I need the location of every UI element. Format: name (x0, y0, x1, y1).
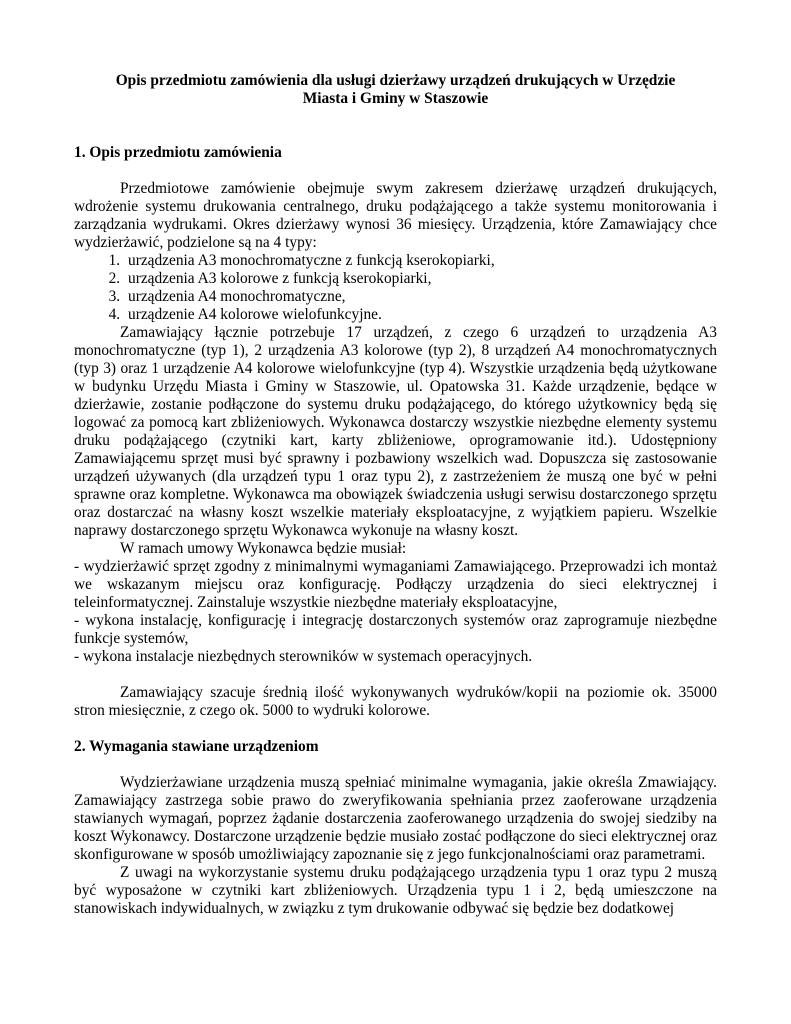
device-type-item: 1. urządzenia A3 monochromatyczne z funkcją kserokopiarki, (124, 252, 717, 270)
section-1-intro: Przedmiotowe zamówienie obejmuje swym zakresem dzierżawę urządzeń drukujących, wdrożenie systemu drukowania centralnego, druku podążającego a także systemu monitorowania i zarządzania wydrukami. Okres dzierżawy wynosi 36 miesięcy. Urządzenia, które Zamawiający chce wydzierżawić, podzielone są na 4 typy: (74, 180, 717, 251)
section-2-paragraph-2: Z uwagi na wykorzystanie systemu druku podążającego urządzenia typu 1 oraz typu 2 muszą być wyposażone w czytniki kart zbliżeniowych. Urządzenia typu 1 i 2, będą umieszczone na stanowiskach indywidualnych, w związku z tym drukowanie odbywać się będzie bez dodatkowej (74, 864, 717, 917)
device-type-item: 4. urządzenie A4 kolorowe wielofunkcyjne. (124, 306, 717, 324)
section-1-paragraph-2: Zamawiający łącznie potrzebuje 17 urządzeń, z czego 6 urządzeń to urządzenia A3 monochromatyczne (typ 1), 2 urządzenia A3 kolorowe (typ 2), 8 urządzeń A4 monochromatycznych (typ 3) oraz 1 urządzenie A4 kolorowe wielofunkcyjne (typ 4). Wszystkie urządzenia będą użytkowane w budynku Urzędu Miasta i Gminy w Staszowie, ul. Opatowska 31. Każde urządzenie, będące w dzierżawie, zostanie podłączone do systemu druku podążającego, do którego użytkownicy będą się logować za pomocą kart zbliżeniowych. Wykonawca dostarczy wszystkie niezbędne elementy systemu druku podążającego (czytniki kart, karty zbliżeniowe, oprogramowanie itd.). Udostępniony Zamawiającemu sprzęt musi być sprawny i pozbawiony wszelkich wad. Dopuszcza się zastosowanie urządzeń używanych (dla urządzeń typu 1 oraz typu 2), z zastrzeżeniem że muszą one być w pełni sprawne oraz kompletne. Wykonawca ma obowiązek świadczenia usługi serwisu dostarczonego sprzętu oraz dostarczać na własny koszt wszelkie materiały eksploatacyjne, z wyjątkiem papieru. Wszelkie naprawy dostarczonego sprzętu Wykonawca wykonuje na własny koszt. (74, 324, 717, 539)
device-types-list (74, 252, 717, 324)
device-type-item: 2. urządzenia A3 kolorowe z funkcją kserokopiarki, (124, 270, 717, 288)
section-2-paragraph-1: Wydzierżawiane urządzenia muszą spełniać minimalne wymagania, jakie określa Zmawiający. Zamawiający zastrzega sobie prawo do zweryfikowania spełniania przez zaoferowane urządzenia stawianych wymagań, poprzez żądanie dostarczenia zaoferowanego urządzenia do swojej siedziby na koszt Wykonawcy. Dostarczone urządzenie będzie musiało zostać podłączone do sieci elektrycznej oraz skonfigurowane w sposób umożliwiający zapoznanie się z jego funkcjonalnościami oraz parametrami. (74, 774, 717, 863)
duty-item: - wykona instalacje niezbędnych sterowników w systemach operacyjnych. (74, 648, 533, 665)
print-volume-paragraph: Zamawiający szacuje średnią ilość wykonywanych wydruków/kopii na poziomie ok. 35000 stron miesięcznie, z czego ok. 5000 to wydruki kolorowe. (74, 684, 717, 719)
document-title: Opis przedmiotu zamówienia dla usługi dzierżawy urządzeń drukujących w Urzędzie Miasta i Gminy w Staszowie (115, 72, 676, 107)
duty-item: - wydzierżawić sprzęt zgodny z minimalnymi wymaganiami Zamawiającego. Przeprowadzi ich montaż we wskazanym miejscu oraz konfigurację. Podłączy urządzenia do sieci elektrycznej i teleinformatycznej. Zainstaluje wszystkie niezbędne materiały eksploatacyjne, (74, 558, 717, 611)
section-2-heading: 2. Wymagania stawiane urządzeniom (74, 738, 319, 755)
contract-intro: W ramach umowy Wykonawca będzie musiał: (120, 540, 407, 557)
device-type-item: 3. urządzenia A4 monochromatyczne, (124, 288, 717, 306)
section-1-heading: 1. Opis przedmiotu zamówienia (74, 144, 282, 161)
duty-item: - wykona instalację, konfigurację i integrację dostarczonych systemów oraz zaprogramuje niezbędne funkcje systemów, (74, 612, 717, 647)
document-page (74, 72, 717, 918)
